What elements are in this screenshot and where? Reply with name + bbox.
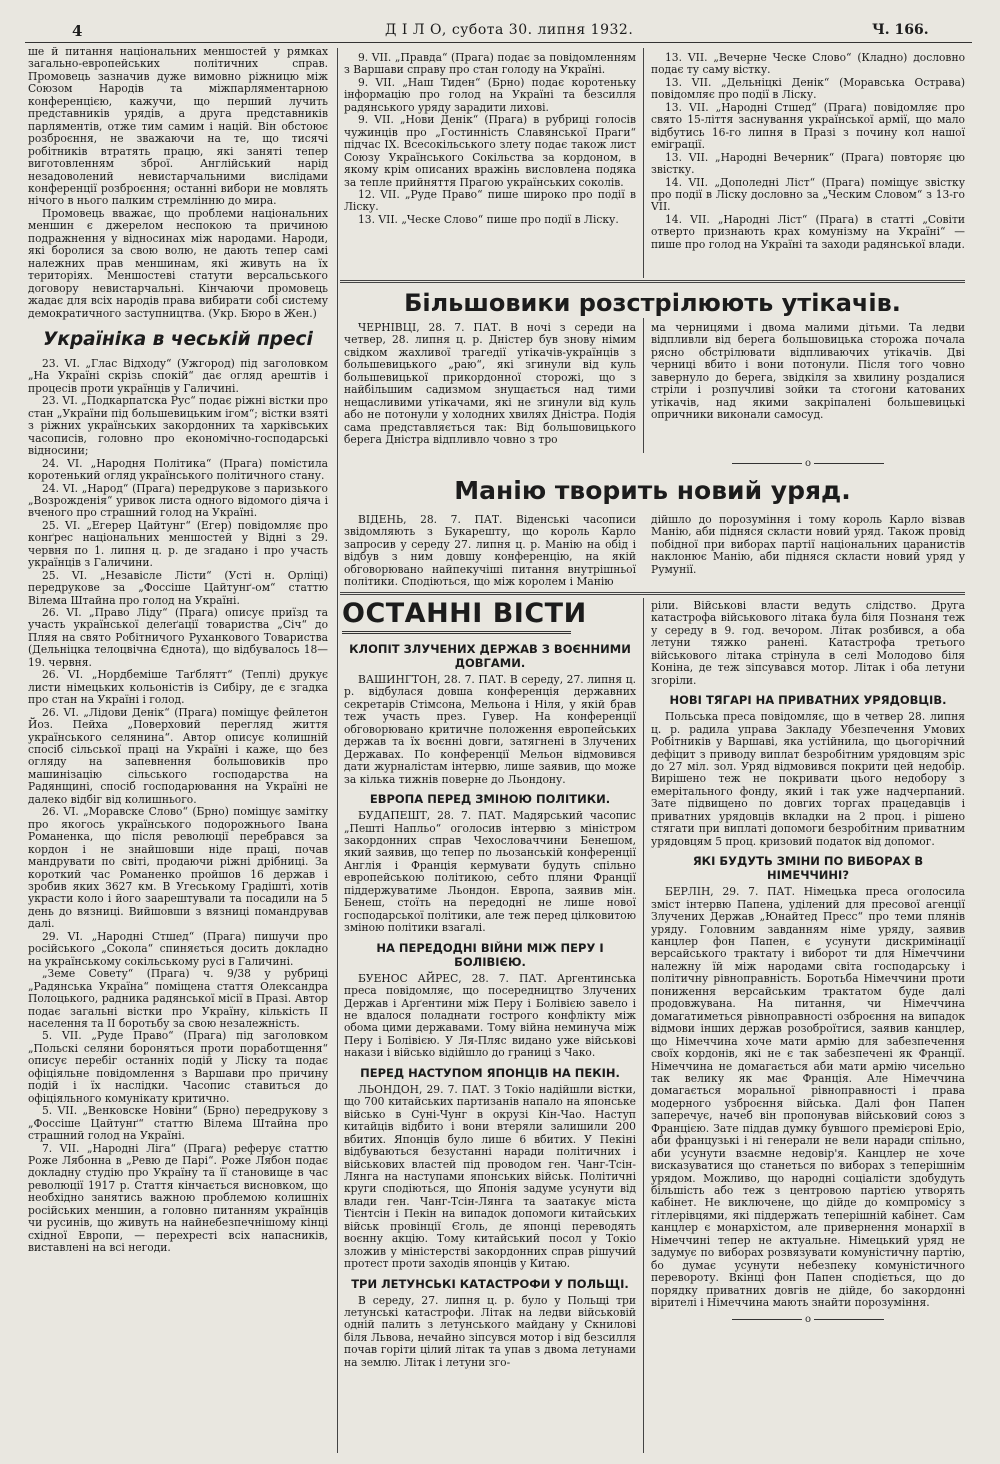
news-heading: ПЕРЕД НАСТУПОМ ЯПОНЦІВ НА ПЕКІН. [360,1065,620,1080]
section-title-ukrainica: Україніка в чеській пресі [43,328,313,350]
press-item: 24. VI. „Народня Політика“ (Прага) помістила коротенький огляд українського політичного стану. [28,456,328,483]
section-rule [340,592,965,595]
article-body: ВІДЕНЬ, 28. 7. ПАТ. Віденські часописи звідомляють з Букарешту, що король Карло запросив у середу 27. липня ц. р. Манію на обід і відбув з ним довшу конференцію, на якій обговорювано найпекучіші питання внутрішньої політики. Сподіються, що між королем і Манію [344,514,636,589]
rubric-rule [342,631,571,634]
right-column [651,600,965,1454]
news-body: БЕРЛІН, 29. 7. ПАТ. Німецька преса оголосила зміст інтервю Папена, уділений для пресової агенції Злучених Держав „Юнайтед Пресс“ про теми плянів уряду. Головним завданням німе уряду, заявив канцлер фон Папен, є усунути дискримінації версайського трактату і виборот ти для Німеччини належну їй між народами світа господарську і політичну рівноправність. Боротьба Німеччини проти пониження версайським трактатом буде далі продовжувана. На питання, чи Німеччина домагатиметься рівноправності озброєння на випадок відмови інших держав розоброїтися, заявив канцлер, що Німеччина хоче мати армію для забезпечення своїх кордонів, які не є так забезпечені як Франції. Німеччина не домагається аби мати армію чисельно так велику як має Франція. Але Німеччина домагається моральної рівноправності і права модерного узброєння війська. Далі фон Папен заперечує, начеб він пропонував військовий союз з Францією. Зате піддав думку бувшого премієрові Еріо, аби французькі і ні генерали не вели наради спільно, аби усунути взаємне недовір'я. Канцлер не хоче висказуватися що станеться по виборах з теперішнім урядом. Можливо, що народні соціалісти здобудуть більшість або теж з центровою партією утворять кабінет. Не виключене, що дійде до компромісу з гітлерівцями, які піддержать теперішній кабінет. Сам канцлер є монархістом, але привернення монархії в Німеччині тепер не актуальне. Німецький уряд не задумує по виборах розвязувати комуністичну партію, бо думає усунути небезпеку комуністичного перевороту. Вкінці фон Папен сподіється, що до порядку приватних довгів не дійде, бо закордонні вірителі і Німеччина мають знайти порозуміння. [651,885,965,1310]
refugees-col-2 [651,322,965,456]
section-rule [340,280,965,283]
news-body: Польська преса повідомляє, що в четвер 28. липня ц. р. радила управа Закладу Убезпечення Умових Робітників у Варшаві, яка устійнила, що цьогорічний дефіцит з приводу виплат безробітним урядовцям зріс до 27 міл. зол. Уряд відмовився покрити цей недобір. Вирішено теж не покривати цього недобору з емерітального фонду, який і так уже надчерпаний. Зате підвищено по довгих торгах працедавців і приватних урядовців вкладки на 2 проц. і рішено стягати при виплаті допомоги безробітним приватним урядовцям 5 проц. кризовий податок від допомог. [651,710,965,848]
press-item: 9. VII. „Правда“ (Прага) подає за повідомленням з Варшави справу про стан голоду на Україні. [344,52,636,77]
issue-number: Ч. 166. [872,22,929,38]
latest-news-column [344,636,636,1454]
news-heading: КЛОПІТ ЗЛУЧЕНИХ ДЕРЖАВ З ВОЄННИМИ ДОВГАМИ. [349,642,631,670]
press-item: 26. VI. „Моравске Слово“ (Брно) поміщує замітку про якогось українського подорожнього Івана Романенка, що після революції перебрався за кордон і не знайшовши ніде праці, почав мандрувати по світі, продаючи ріжні дрібниці. За короткий час Романенко пройшов 16 держав і зробив яких 3627 км. В Угеському Градішті, хотів украсти коло і його заарештували та посадили на 5 день до вязниці. Вийшовши з вязниці помандрував далі. [28,805,328,931]
press-item: 26. VI. „Право Ліду“ (Прага) описує приїзд та участь української делеґації товариства „Січ“ до Пляя на свято Робітничого Руханкового Товариства (Дельніцка телоцвічна Єднота), що відбувалось 18—19. червня. [28,606,328,669]
page-number: 4 [72,22,83,40]
news-body: БУДАПЕШТ, 28. 7. ПАТ. Мадярський часопис „Пешті Напльо“ оголосив інтервю з міністром закордонних справ Чехословаччини Бенешом, який заявив, що тепер по льозанській конференції Англія і Франція кермувати будуть спільно европейською політикою, себто пляни Франції піддержуватиме Льондон. Европа, заявив мін. Бенеш, стоїть на передодні не лише нової господарської політики, але теж перед цілковитою зміною політики взагалі. [344,809,636,935]
press-item: 13. VII. „Народні Вечерник“ (Прага) повторяє цю звістку. [651,150,965,177]
press-item: 5. VII. „Руде Право“ (Прага) під заголовком „Польскі селяни бороняться проти поработщення“ описує перебіг останніх подій у Ліску та подає офіціяльне повідомлення з Варшави про причину подій і їх наслідки. Часопис ставиться до офіціяльного комунікату критично. [28,1029,328,1105]
press-item: 25. VI. „Незавісле Лісти“ (Усті н. Орліці) передрукове за „Фоссіше Цайтунґ-ом“ статтю Вілема Штайна про голод на Україні. [28,568,328,607]
press-item: „Земе Совету“ (Прага) ч. 9/38 у рубриці „Радянська Україна“ поміщена стаття Олександра Полоцького, радника радянської місії в Празі. Автор подає загальні вістки про Україну, кількість II населення та II боротьбу за свою незалежність. [28,967,328,1030]
news-body: ВАШИНГТОН, 28. 7. ПАТ. В середу, 27. липня ц. р. відбулася довша конференція державних секретарів Стімсона, Мельона і Ніля, у якій брав теж участь през. Гувер. На конференції обговорювано критичне положення европейських держав та їх воєнні довги, затягнені в Злучених Державах. По конференції Мельон відмовився дати журналістам інтервю, лише заявив, що може за кілька тижнів поверне до Льондону. [344,673,636,786]
press-item: 23. VI. „Подкарпатска Рус“ подає ріжні вістки про стан „України під большевицьким ігом“; вістки взяті з ріжних українських закордонних та харківських часописів, головно про економічно-господарські відносини; [28,394,328,458]
right-top-column [651,52,965,276]
press-item: 29. VI. „Народні Стшед“ (Прага) пишучи про російського „Сокола“ спиняється досить докладно на українському сокільському русі в Галичині. [28,929,328,968]
press-item: 12. VII. „Руде Право“ пише широко про події в Ліску. [344,187,636,214]
news-heading: ЕВРОПА ПЕРЕД ЗМІНОЮ ПОЛІТИКИ. [369,792,611,807]
press-item: 13. VII. „Вечерне Ческе Слово“ (Кладно) дословно подає ту саму вістку. [651,52,965,77]
headline-maniu: Манію творить новий уряд. [454,476,851,505]
maniu-col-1 [344,514,636,590]
press-item: 7. VII. „Народні Ліга“ (Прага) реферує статтю Роже Лябонна в „Ревю де Парі“. Роже Лябон подає докладну студію про Україну та її становище в час революції 1917 р. Стаття кінчається висновком, що необхідно занятись важною проблемою колишніх російських меншин, а головно питанням українців чи русинів, що живуть на найнебезпечнішому кінці східної Европи, — перехресті всіх напасників, виставлені на всі негоди. [28,1141,328,1255]
press-item: 9. VII. „Нови Денік“ (Прага) в рубриці голосів чужинців про „Гостинність Славянської Праги“ підчас IX. Всесокільського злету подає також лист Союзу Українського Сокільства за кордоном, в якому крім описаних вражінь висловлена подяка за тепле прийняття Прагою українських соколів. [344,113,636,189]
body-paragraph: Промовець вважає, що проблеми національних меншин є джерелом неспокою та причиною подражнення у відносинах між народами. Народи, які боролися за свою волю, не дають тепер самі належних прав меншинам, які живуть на їх територіях. Меншостеві статути версальського договору невистарчальні. Кінчаючи промовець жадає для всіх народів права вибирати собі систему демократичного заступництва. (Укр. Бюро в Жен.) [28,206,328,320]
press-item: 25. VI. „Егерер Цайтунг“ (Егер) повідомляє про конґрес національних меншостей у Відні з 29. червня по 1. липня ц. р. де згадано і про участь українців з Галичини. [28,518,328,570]
news-body: БУЕНОС АЙРЕС, 28. 7. ПАТ. Аргентинська преса повідомляє, що посередництво Злучених Держав і Арґентини між Перу і Болівією завело і не вдалося поладнати гострого конфлікту між обома цими державами. Тому війна неминуча між Перу і Болівією. У Ля-Пляс видано уже військові накази і військо відійшло до границі з Чако. [344,971,636,1060]
article-body: ЧЕРНІВЦІ, 28. 7. ПАТ. В ночі з середи на четвер, 28. липня ц. р. Дністер був знову німим свідком жахливої трагедії утікачів-українців з большевицького „раю“, які згинули від куль большевицької прикордонної сторожі, що з найбільшим садизмом знущається над тими нещасливими утікачами, які не згинули від куль або не потонули у холодних хвилях Дністра. Подія сама представляється так: Від большовицького берега Дністра відпливло човно з тро [344,322,636,447]
news-heading: ЯКІ БУДУТЬ ЗМІНИ ПО ВИБОРАХ В НІМЕЧЧИНІ? [692,854,924,883]
refugees-col-1 [344,322,636,456]
page-header [0,0,1000,40]
article-body: ма черницями і двома малими дітьми. Та ледви відпливли від берега большовицька сторожа почала рясно обстрілювати відпливаючих утікачів. Дві черниці вбито і вони потонули. Після того човно завернуло до берега, звідкіля за хвилину роздалися стріли і розпучливі зойки та стогони катованих утікачів, над якими закріпалені большевицькі опричники виконали самосуд. [651,322,965,422]
news-body: ріли. Військові власти ведуть слідство. Друга катастрофа військового літака була біля Познаня теж у середу в 9. год. вечором. Літак розбився, а оба летуни тяжко ранені. Катастрофа третього військового літака стрінула в селі Молодово біля Коніна, де теж зіпсувався мотор. Літак і оба летуни згоріли. [651,600,965,687]
news-heading: НОВІ ТЯГАРІ НА ПРИВАТНИХ УРЯДОВЦІВ. [669,693,947,708]
press-item: 13. VII. „Ческе Слово“ пише про події в Ліску. [358,212,619,226]
press-item: 9. VII. „Наш Тиден“ (Брно) подає коротеньку інформацію про голод на Україні та безсилля радянського уряду зарадити лихові. [344,75,636,114]
column-rule [643,598,644,1453]
header-rule [25,42,972,43]
ornament-divider: o [651,1314,965,1326]
news-heading: ТРИ ЛЕТУНСЬКІ КАТАСТРОФИ У ПОЛЬЩІ. [351,1276,629,1291]
left-column [28,46,328,1454]
headline-refugees: Більшовики розстрілюють утікачів. [404,289,901,317]
press-item: 13. VII. „Народні Стшед“ (Прага) повідомляє про свято 15-ліття заснування української армії, що мало відбутись 16-го липня в Празі з почину кол нашої еміграції. [651,100,965,152]
press-item: 23. VI. „Глас Відходу“ (Ужгород) під заголовком „На Україні скрізь спокій“ дає огляд арештів і процесів проти українців у Галичині. [28,356,328,395]
press-item: 14. VII. „Дополедні Ліст“ (Прага) поміщує звістку про події в Ліску дословно за „Ческим Словом“ з 13-го VII. [651,175,965,214]
news-heading: НА ПЕРЕДОДНІ ВІЙНИ МІЖ ПЕРУ І БОЛІВІЄЮ. [376,940,604,969]
press-item: 24. VI. „Народ“ (Прага) передрукове з паризького „Возрожденія“ уривок листа одного відомого діяча і вченого про страшний голод на Україні. [28,481,328,520]
body-paragraph: ше й питання національних меншостей у рямках загально-европейських політичних справ. Промовець зазначив дуже вимовно ріжницю між Союзом Народів та міжпарляментарною конференцією, кажучи, що перший лучить представників урядів, а друга представників парляментів, отже тим самим і націй. Він обстоює розброєння, не зважаючи на те, що тисячі робітників втратять працю, які заняті тепер виготовленням зброї. Англійський нарід незадоволений невистарчальними вислідами конференції розброєння; останні вибори не мовлять нічого в нього палким стремлінню до мира. [28,46,328,208]
rubric-latest-news: ОСТАННІ ВІСТИ [342,598,587,629]
article-body: дійшло до порозуміння і тому король Карло візвав Манію, аби підняся скласти новий уряд. Також провід побідної при виборах партії національних царанистів наклонює Манію, аби підняся скласти новий уряд у Румунії. [651,514,965,576]
newspaper-title-date: Д І Л О, субота 30. липня 1932. [385,22,634,38]
news-body: В середу, 27. липня ц. р. було у Польщі три летунські катастрофи. Літак на ледви військовій одній палить з летунського майдану у Скнилові біля Львова, нечайно зіпсувся мотор і від безсилля почав горіти цілий літак та упав з двома летунами на землю. Літак і летуни зго- [344,1293,636,1369]
ornament-divider: o [651,458,965,470]
column-rule [643,318,644,453]
press-item: 13. VII. „Дельніцкі Денік“ (Моравська Острава) повідомляє про події в Ліску. [651,75,965,102]
press-item: 14. VII. „Народні Ліст“ (Прага) в статті „Совіти отверто признають крах комунізму на Україні“ — пише про голод на Україні та заходи радянської влади. [651,212,965,251]
press-item: 26. VI. „Нордбеміше Таґблятт“ (Теплі) друкує листи німецьких кольоністів із Сибіру, де є згадка про стан на Україні і голод. [28,668,328,707]
news-body: ЛЬОНДОН, 29. 7. ПАТ. З Токіо надійшли вістки, що 700 китайських партизанів напало на японське військо в Суні-Чунг в окрузі Кін-Чао. Наступ китайців відбито і вони втеряли залишили 200 вбитих. Японців було лише 6 вбитих. У Пекіні відбуваються безустанні наради політичних і військових властей під проводом ген. Чанг-Тсін-Лянга на наступами японських військ. Політичні круги сподіються, що Японія задуме усунути від влади ген. Чанг-Тсін-Лянга та заатакує міста Тієнтсін і Пекін на випадок допомоги китайських військ провінції Єголь, де японці переводять воєнну акцію. Тому китайський посол у Токіо зложив у міністерстві закордонних справ рішучий протест проти заходів японців у Китаю. [344,1082,636,1271]
middle-top-column [344,52,636,276]
column-rule [643,48,644,278]
maniu-col-2 [651,514,965,590]
column-rule [337,48,338,1453]
press-item: 5. VII. „Венковске Новіни“ (Брно) передрукову з „Фоссіше Цайтунґ“ статтю Вілема Штайна про страшний голод на Україні. [28,1104,328,1143]
press-item: 26. VI. „Лідови Денік“ (Прага) поміщує фейлетон Йоз. Пейха „Поверховий перегляд життя українського селянина“. Автор описує колишній спосіб сільської праці на Україні і каже, що без огляду на запевнення большовиків про машинізацію сільського господарства на Радянщині, спосіб господарювання на Україні не далеко відбіг від колишнього. [28,705,328,806]
